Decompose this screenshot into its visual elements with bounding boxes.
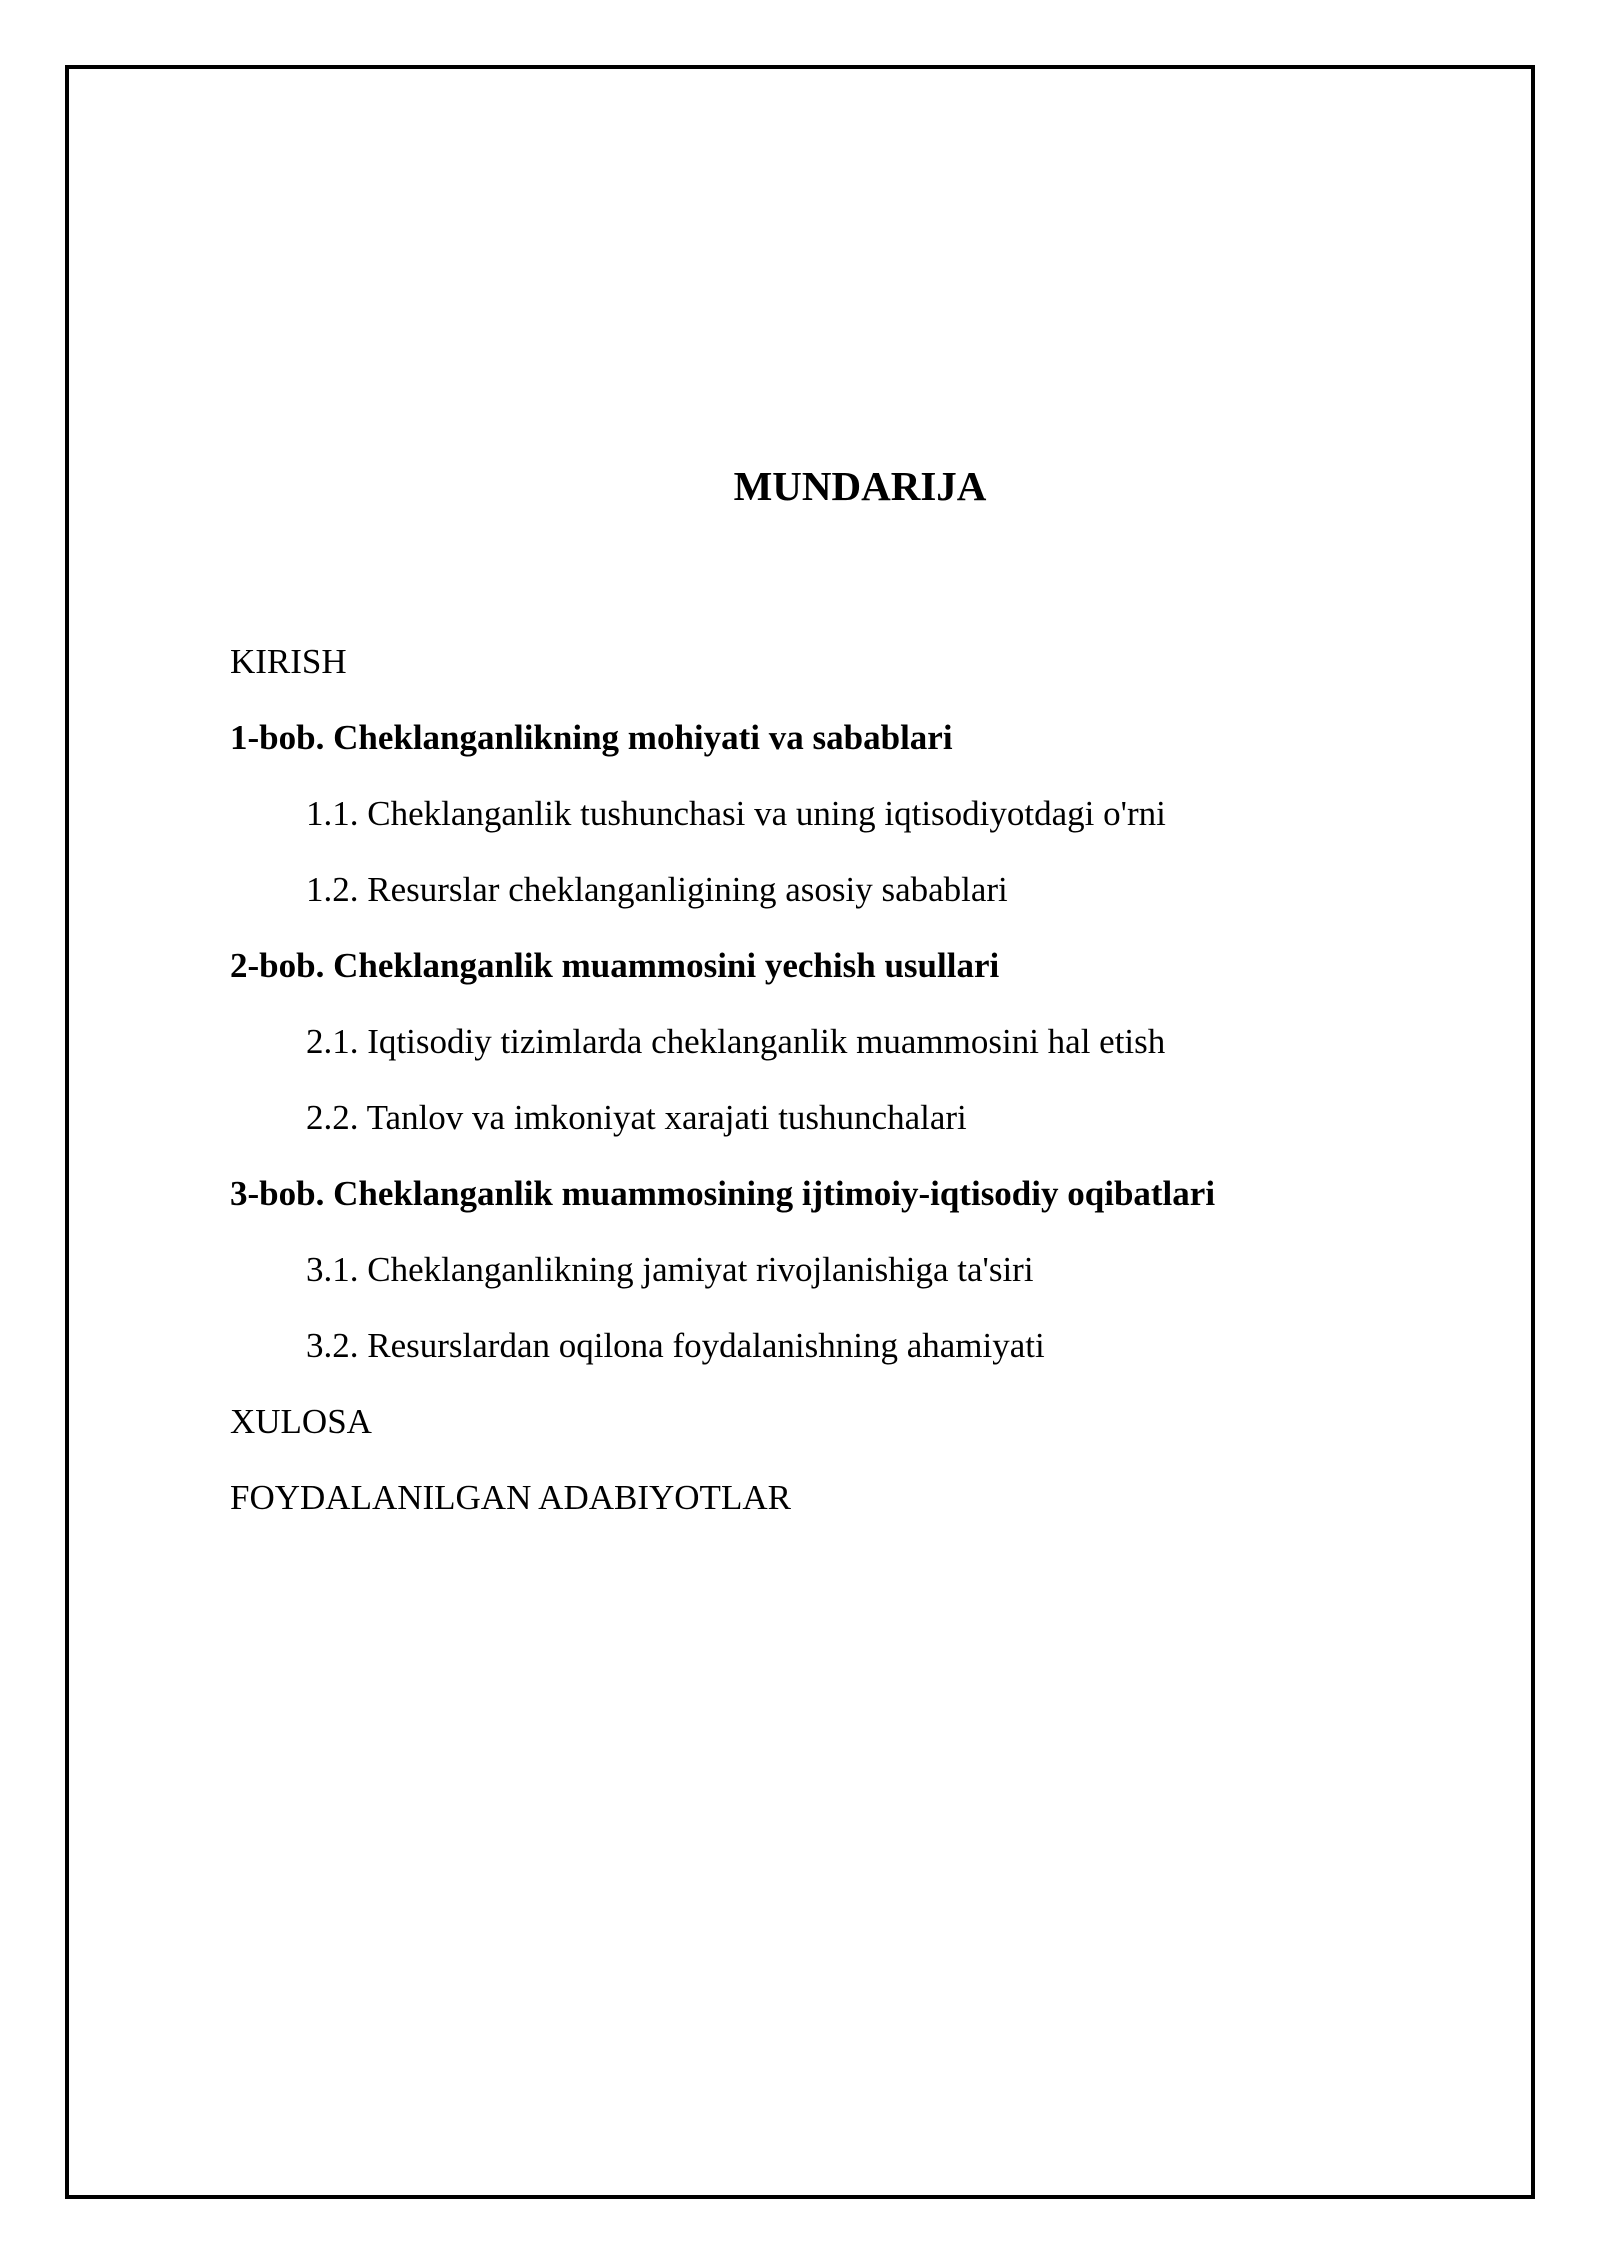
toc-item-introduction: KIRISH: [230, 642, 347, 681]
table-of-contents: [230, 642, 1480, 1554]
toc-section-1-2: 1.2. Resurslar cheklanganligining asosiy sabablari: [306, 870, 1008, 909]
toc-section-1-1: 1.1. Cheklanganlik tushunchasi va uning iqtisodiyotdagi o'rni: [306, 794, 1166, 833]
toc-chapter-1: 1-bob. Cheklanganlikning mohiyati va sabablari: [230, 718, 953, 757]
toc-section-2-1: 2.1. Iqtisodiy tizimlarda cheklanganlik muammosini hal etish: [306, 1022, 1166, 1061]
toc-section-3-1: 3.1. Cheklanganlikning jamiyat rivojlanishiga ta'siri: [306, 1250, 1034, 1289]
toc-section-3-2: 3.2. Resurslardan oqilona foydalanishning ahamiyati: [306, 1326, 1045, 1365]
toc-chapter-2: 2-bob. Cheklanganlik muammosini yechish usullari: [230, 946, 1000, 985]
toc-section-2-2: 2.2. Tanlov va imkoniyat xarajati tushunchalari: [306, 1098, 967, 1137]
toc-item-references: FOYDALANILGAN ADABIYOTLAR: [230, 1478, 791, 1517]
toc-item-conclusion: XULOSA: [230, 1402, 372, 1441]
toc-chapter-3: 3-bob. Cheklanganlik muammosining ijtimoiy-iqtisodiy oqibatlari: [230, 1174, 1216, 1213]
page-title: MUNDARIJA: [733, 463, 987, 509]
